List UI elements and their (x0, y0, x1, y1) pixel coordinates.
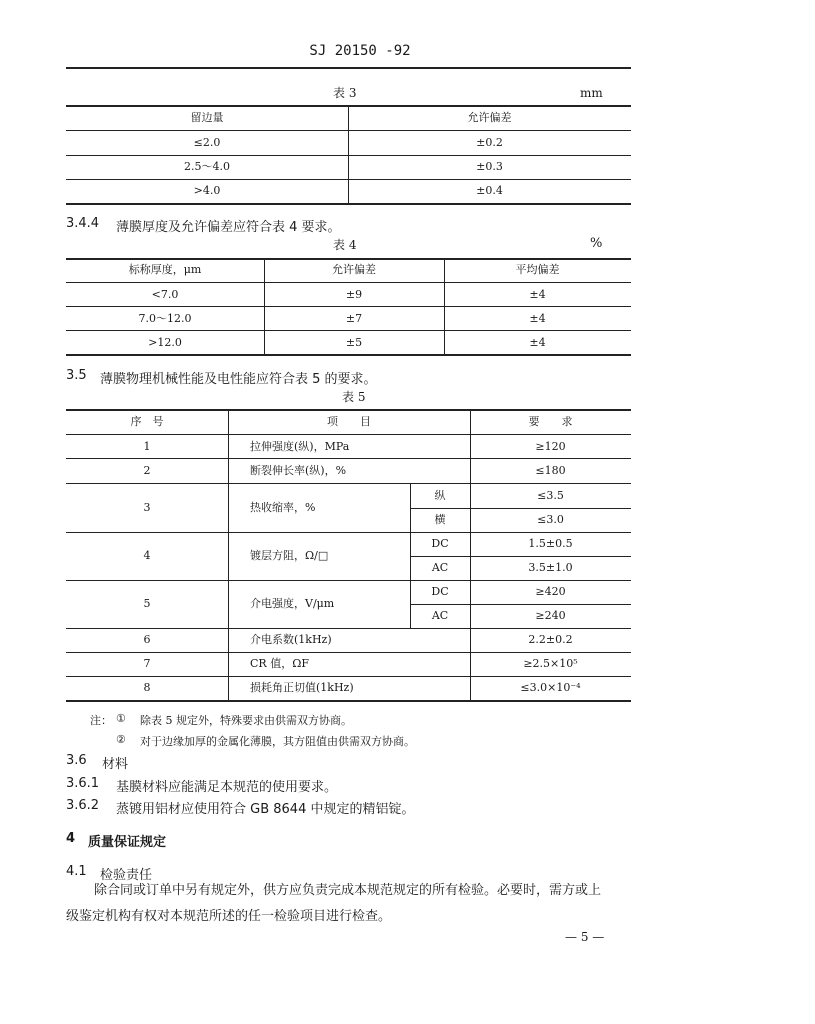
table4-header: 标称厚度，μm (128, 263, 202, 276)
table3-cell: 2.5～4.0 (184, 160, 230, 173)
table5-header: 要 求 (528, 415, 573, 428)
notes-prefix: 注： (90, 714, 112, 727)
table3-title: 表 3 (333, 86, 357, 100)
header-rule (66, 67, 631, 69)
table5-row-no: 1 (143, 440, 151, 453)
table5-row-no: 7 (143, 657, 151, 670)
table4-unit: % (590, 236, 603, 251)
page-number: — 5 — (565, 930, 605, 944)
table3-cell: ±0.4 (476, 184, 503, 197)
table5-header: 项 目 (327, 415, 371, 428)
table5-row-req: ≤180 (535, 464, 566, 477)
table5-sub-req: ≥240 (535, 609, 566, 622)
table5-row-item: CR 值，ΩF (250, 657, 309, 670)
table4-header: 允许偏差 (332, 263, 376, 276)
table5-row-no: 3 (143, 501, 151, 514)
table4-cell: 7.0～12.0 (138, 312, 192, 325)
table5-row-item: 断裂伸长率(纵)，% (250, 464, 347, 477)
table5-sub-req: ≤3.5 (537, 489, 564, 502)
table5-row-item: 镀层方阻，Ω/□ (250, 549, 329, 562)
table3-cell: ≤2.0 (193, 136, 221, 149)
section-4-1-number: 4.1 (66, 864, 87, 879)
table4-cell: ±7 (345, 312, 363, 325)
table5-sub-label: DC (431, 537, 449, 550)
table4-cell: ±5 (345, 336, 363, 349)
section-4-text: 质量保证规定 (88, 835, 167, 850)
table4-cell: >12.0 (148, 336, 182, 349)
table5-row-req: ≥2.5×10⁵ (523, 657, 578, 670)
note-marker: ② (116, 733, 126, 746)
table4-cell: ±4 (529, 288, 546, 301)
table5-sub-label: 纵 (434, 489, 446, 502)
table3-header: 留边量 (190, 111, 224, 124)
table3-header: 允许偏差 (467, 111, 512, 124)
table5-header: 序 号 (130, 415, 164, 428)
table5-row-no: 6 (143, 633, 151, 646)
table5-sub-label: 横 (434, 513, 446, 526)
section-4-number: 4 (66, 831, 76, 846)
table5-row-no: 5 (143, 597, 151, 610)
table3-unit: mm (580, 86, 603, 100)
table5-row-item: 介电系数(1kHz) (250, 633, 332, 646)
table5-sub-req: 3.5±1.0 (528, 561, 573, 574)
section-3-6-2-number: 3.6.2 (66, 798, 100, 813)
table5-row-req: ≤3.0×10⁻⁴ (520, 681, 581, 694)
section-3-5-number: 3.5 (66, 368, 87, 383)
section-3-5-text: 薄膜物理机械性能及电性能应符合表 5 的要求。 (100, 372, 377, 387)
section-4-1-paragraph-line2: 级鉴定机构有权对本规范所述的任一检验项目进行检查。 (66, 909, 392, 924)
section-3-6-text: 材料 (102, 757, 129, 772)
table5-row-no: 2 (143, 464, 151, 477)
table5-row-no: 4 (143, 549, 151, 562)
section-3-6-1-number: 3.6.1 (66, 776, 100, 791)
note-text: 除表 5 规定外，特殊要求由供需双方协商。 (140, 714, 352, 727)
table5-row-item: 介电强度，V/μm (250, 597, 335, 610)
table5-sub-req: ≤3.0 (537, 513, 564, 526)
table4-title: 表 4 (333, 238, 357, 252)
section-4-1-paragraph-line1: 除合同或订单中另有规定外，供方应负责完成本规范规定的所有检验。必要时，需方或上 (94, 883, 602, 898)
table5-sub-label: AC (431, 609, 449, 622)
table5-row-item: 损耗角正切值(1kHz) (250, 681, 354, 694)
table3-cell: ±0.3 (476, 160, 503, 173)
table3-cell: >4.0 (193, 184, 221, 197)
table5-row-item: 热收缩率，% (250, 501, 316, 514)
section-3-6-2-text: 蒸镀用铝材应使用符合 GB 8644 中规定的精铝锭。 (116, 802, 415, 817)
table3-cell: ±0.2 (476, 136, 503, 149)
table5-sub-label: AC (431, 561, 449, 574)
table5-sub-req: ≥420 (535, 585, 566, 598)
table5-row-item: 拉伸强度(纵)，MPa (250, 440, 350, 453)
section-4-1-text: 检验责任 (100, 868, 153, 883)
note-marker: ① (116, 712, 126, 725)
table4-header: 平均偏差 (515, 263, 560, 276)
section-3-6-number: 3.6 (66, 753, 87, 768)
table5-title: 表 5 (342, 390, 366, 404)
note-text: 对于边缘加厚的金属化薄膜，其方阻值由供需双方协商。 (140, 735, 415, 748)
table5-sub-req: 1.5±0.5 (528, 537, 573, 550)
table5-row-req: 2.2±0.2 (528, 633, 573, 646)
table5-sub-label: DC (431, 585, 449, 598)
section-3-4-4-text: 薄膜厚度及允许偏差应符合表 4 要求。 (116, 220, 341, 235)
table4-cell: ±9 (345, 288, 363, 301)
table4-cell: ±4 (529, 336, 546, 349)
section-3-6-1-text: 基膜材料应能满足本规范的使用要求。 (116, 780, 338, 795)
table5-row-req: ≥120 (535, 440, 566, 453)
table4-cell: <7.0 (151, 288, 179, 301)
table5-row-no: 8 (143, 681, 151, 694)
section-3-4-4-number: 3.4.4 (66, 216, 100, 231)
table4-cell: ±4 (529, 312, 546, 325)
document-id: SJ 20150 -92 (309, 43, 411, 59)
